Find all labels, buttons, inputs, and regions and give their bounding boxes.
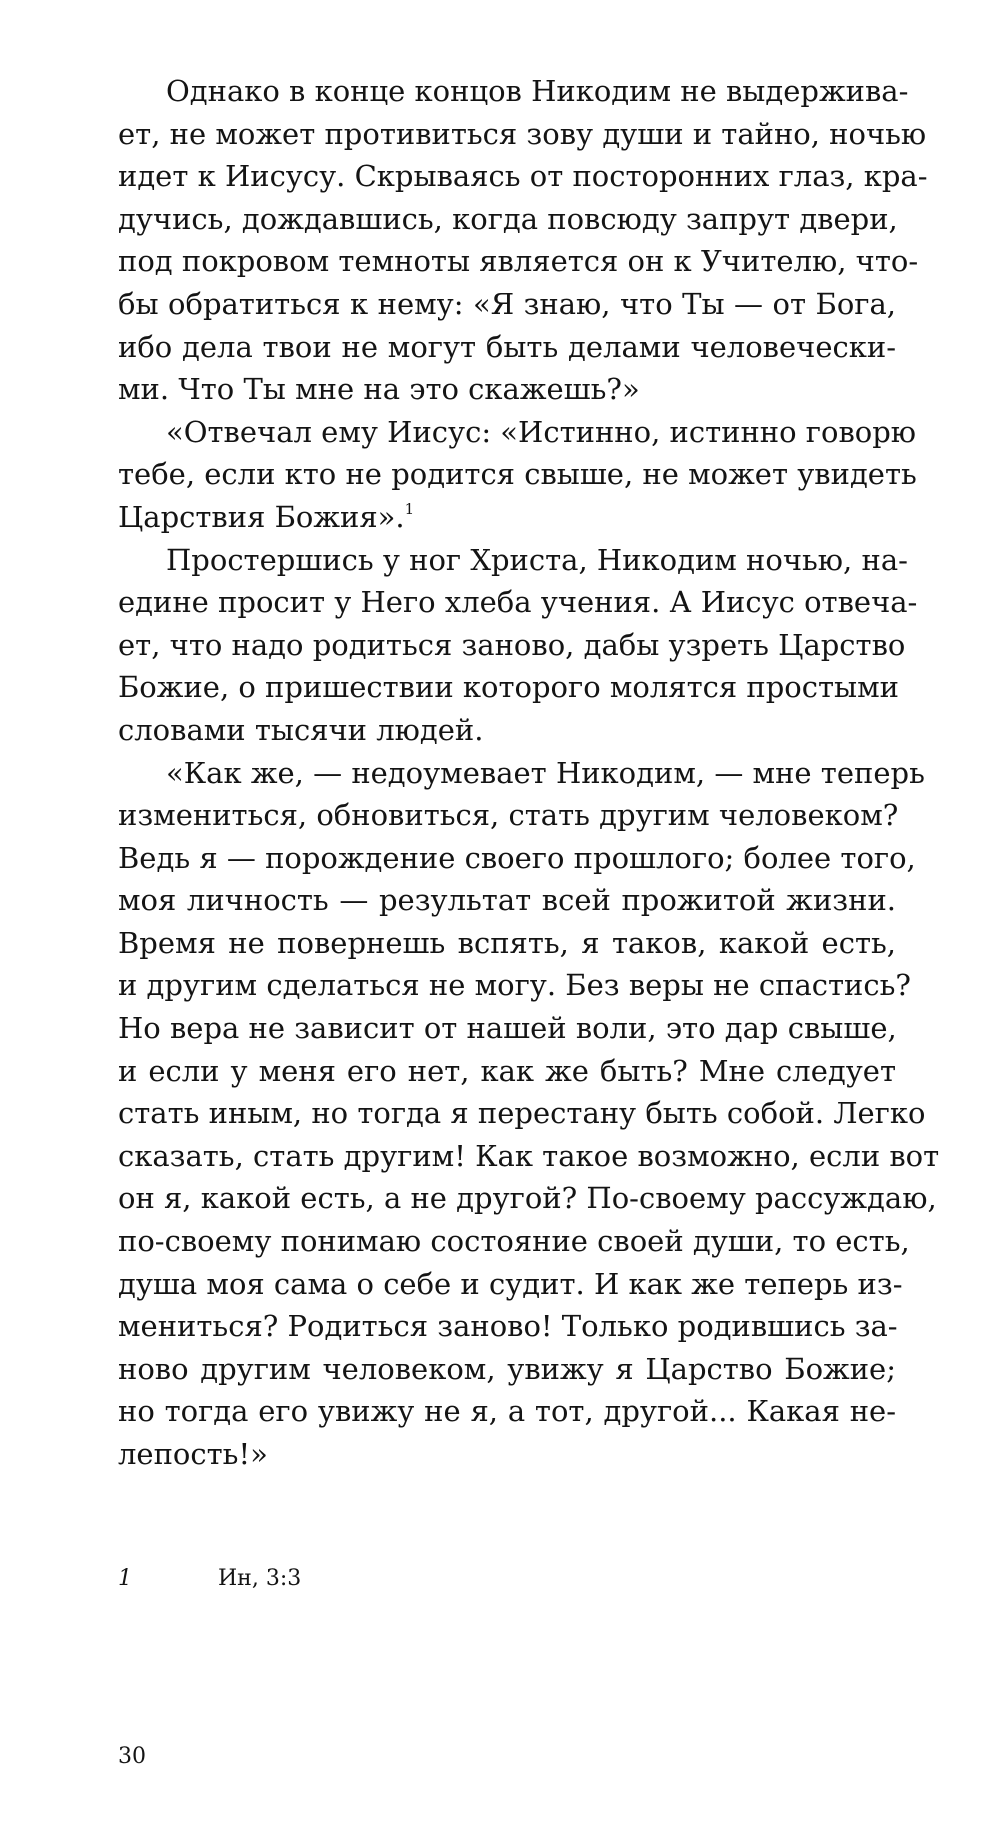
footnote-number: 1 bbox=[118, 1566, 132, 1591]
page-number: 30 bbox=[118, 1744, 146, 1769]
text-line-with-footnote bbox=[118, 496, 896, 539]
text-line: измениться, обновиться, стать другим человеком? bbox=[118, 798, 899, 833]
text-line: Простершись у ног Христа, Никодим ночью, на- bbox=[166, 542, 908, 577]
main-text bbox=[118, 70, 940, 1476]
text-line: дучись, дождавшись, когда повсюду запрут двери, bbox=[118, 201, 898, 236]
text-line: лепость!» bbox=[118, 1437, 268, 1471]
text-line: словами тысячи людей. bbox=[118, 712, 484, 747]
text-line: Однако в конце концов Никодим не выдержива- bbox=[166, 74, 909, 108]
text-line: под покровом темноты является он к Учителю, что- bbox=[118, 244, 919, 279]
text-line: стать иным, но тогда я перестану быть собой. Легко bbox=[118, 1096, 926, 1131]
text-line: Но вера не зависит от нашей воли, это дар свыше, bbox=[118, 1011, 897, 1046]
text-line: но тогда его увижу не я, а тот, другой... Какая не- bbox=[118, 1394, 896, 1429]
text-line: сказать, стать другим! Как такое возможно, если вот bbox=[118, 1138, 940, 1173]
text-line: «Как же, — недоумевает Никодим, — мне теперь bbox=[166, 755, 925, 790]
text-line: Ведь я — порождение своего прошлого; более того, bbox=[118, 840, 916, 875]
text-line: ет, не может противиться зову души и тайно, ночью bbox=[118, 116, 927, 151]
text-line: ново другим человеком, увижу я Царство Божие; bbox=[118, 1351, 896, 1386]
text-line: моя личность — результат всей прожитой жизни. bbox=[118, 883, 896, 918]
footnote-reference[interactable]: 1 bbox=[404, 499, 415, 518]
text-line: бы обратиться к нему: «Я знаю, что Ты — от Бога, bbox=[118, 286, 896, 321]
text-fragment: Царствия Божия». bbox=[118, 499, 405, 534]
text-line: и другим сделаться не могу. Без веры не спастись? bbox=[118, 968, 911, 1003]
text-line: по-своему понимаю состояние своей души, то есть, bbox=[118, 1224, 910, 1259]
text-line: тебе, если кто не родится свыше, не может увидеть bbox=[118, 457, 917, 492]
text-line: «Отвечал ему Иисус: «Истинно, истинно говорю bbox=[166, 414, 917, 449]
text-line: мениться? Родиться заново! Только родившись за- bbox=[118, 1309, 898, 1344]
text-line: ет, что надо родиться заново, дабы узреть Царство bbox=[118, 627, 906, 662]
text-line: ми. Что Ты мне на это скажешь?» bbox=[118, 372, 640, 407]
footnote-text: Ин, 3:3 bbox=[218, 1566, 302, 1591]
footnote bbox=[118, 1564, 301, 1594]
text-line: ибо дела твои не могут быть делами человечески- bbox=[118, 329, 896, 364]
text-line: он я, какой есть, а не другой? По-своему рассуждаю, bbox=[118, 1181, 937, 1216]
text-line: и если у меня его нет, как же быть? Мне следует bbox=[118, 1053, 896, 1088]
text-line: Божие, о пришествии которого молятся простыми bbox=[118, 670, 900, 705]
text-line: едине просит у Него хлеба учения. А Иисус отвеча- bbox=[118, 585, 918, 620]
text-line: Время не повернешь вспять, я таков, какой есть, bbox=[118, 925, 896, 960]
text-line: душа моя сама о себе и судит. И как же теперь из- bbox=[118, 1266, 903, 1301]
text-line: идет к Иисусу. Скрываясь от посторонних глаз, кра- bbox=[118, 159, 928, 194]
